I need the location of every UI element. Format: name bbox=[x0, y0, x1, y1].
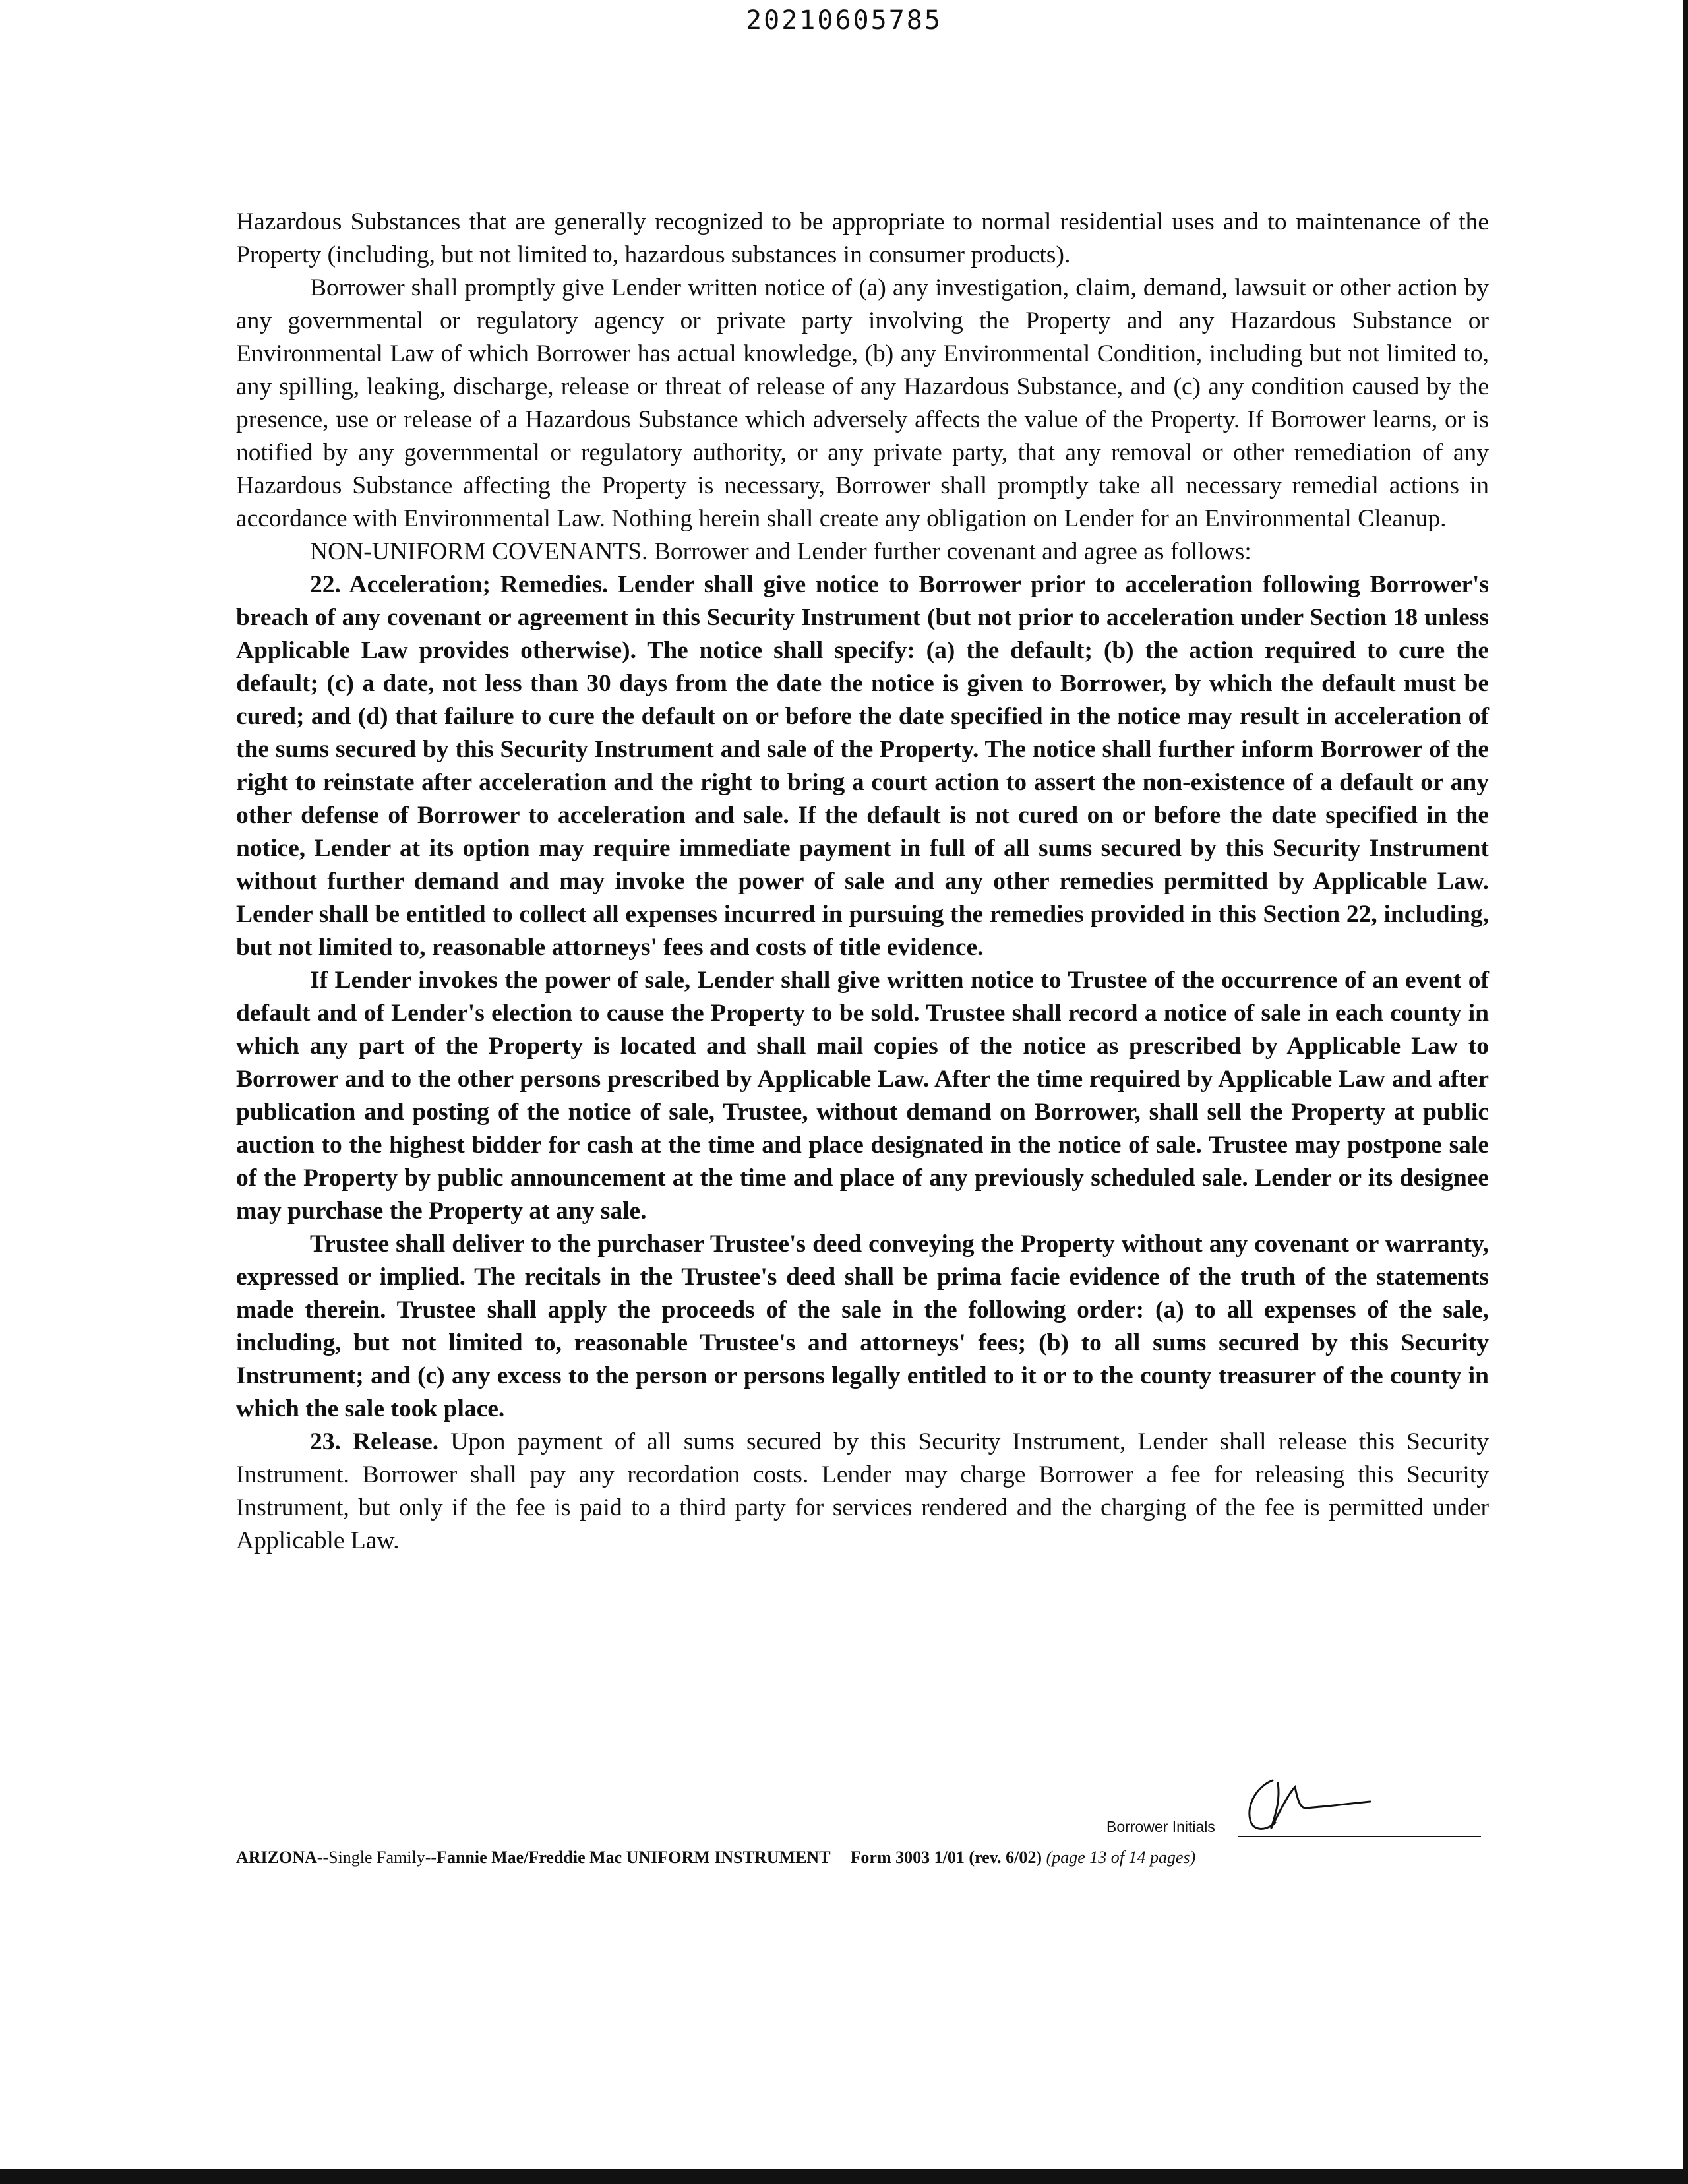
paragraph-section-22-acceleration: 22. Acceleration; Remedies. Lender shall give notice to Borrower prior to acceleration following Borrower's breach of any covenant or agreement in this Security Instrument (but not prior to acceleration under Section 18 unless Applicable Law provides otherwise). The notice shall specify: (a) the default; (b) the action required to cure the default; (c) a date, not less than 30 days from the date the notice is given to Borrower, by which the default must be cured; and (d) that failure to cure the default on or before the date specified in the notice may result in acceleration of the sums secured by this Security Instrument and sale of the Property. The notice shall further inform Borrower of the right to reinstate after acceleration and the right to bring a court action to assert the non-existence of a default or any other defense of Borrower to acceleration and sale. If the default is not cured on or before the date specified in the notice, Lender at its option may require immediate payment in full of all sums secured by this Security Instrument without further demand and may invoke the power of sale and any other remedies permitted by Applicable Law. Lender shall be entitled to collect all expenses incurred in pursuing the remedies provided in this Section 22, including, but not limited to, reasonable attorneys' fees and costs of title evidence. bbox=[236, 571, 1489, 961]
page-bottom-border bbox=[0, 2169, 1688, 2184]
form-footer bbox=[236, 1848, 1489, 1867]
document-body bbox=[236, 206, 1489, 1558]
paragraph-hazardous-substances: Hazardous Substances that are generally recognized to be appropriate to normal residential uses and to maintenance of the Property (including, but not limited to, hazardous substances in consumer products). bbox=[236, 208, 1489, 268]
borrower-initials-block bbox=[1106, 1767, 1482, 1840]
paragraph-section-23-release bbox=[236, 1426, 1489, 1558]
section-23-heading: 23. Release. bbox=[310, 1428, 439, 1455]
footer-state-descriptor: --Single Family-- bbox=[316, 1848, 437, 1867]
page-right-border bbox=[1683, 0, 1688, 2169]
borrower-initials-label: Borrower Initials bbox=[1106, 1818, 1215, 1835]
paragraph-non-uniform-covenants: NON-UNIFORM COVENANTS. Borrower and Lender further covenant and agree as follows: bbox=[310, 538, 1251, 565]
footer-form-name: Fannie Mae/Freddie Mac UNIFORM INSTRUMENT bbox=[437, 1848, 831, 1867]
paragraph-trustee-deed: Trustee shall deliver to the purchaser Trustee's deed conveying the Property without any covenant or warranty, expressed or implied. The recitals in the Trustee's deed shall be prima facie evidence of the truth of the statements made therein. Trustee shall apply the proceeds of the sale in the following order: (a) to all expenses of the sale, including, but not limited to, reasonable Trustee's and attorneys' fees; (b) to all sums secured by this Security Instrument; and (c) any excess to the person or persons legally entitled to it or to the county treasurer of the county in which the sale took place. bbox=[236, 1230, 1489, 1422]
paragraph-power-of-sale: If Lender invokes the power of sale, Lender shall give written notice to Trustee of the occurrence of an event of default and of Lender's election to cause the Property to be sold. Trustee shall record a notice of sale in each county in which any part of the Property is located and shall mail copies of the notice as prescribed by Applicable Law to Borrower and to the other persons prescribed by Applicable Law. After the time required by Applicable Law and after publication and posting of the notice of sale, Trustee, without demand on Borrower, shall sell the Property at public auction to the highest bidder for cash at the time and place designated in the notice of sale. Trustee may postpone sale of the Property by public announcement at the time and place of any previously scheduled sale. Lender or its designee may purchase the Property at any sale. bbox=[236, 967, 1489, 1225]
section-23-body: Upon payment of all sums secured by this Security Instrument, Lender shall release this Security Instrument. Borrower shall pay any recordation costs. Lender may charge Borrower a fee for releasing this Security Instrument, but only if the fee is paid to a third party for services rendered and the charging of the fee is permitted under Applicable Law. bbox=[236, 1428, 1489, 1554]
footer-state: ARIZONA bbox=[236, 1848, 317, 1867]
handwritten-initials-signature bbox=[1232, 1767, 1403, 1840]
footer-form-id: Form 3003 1/01 (rev. 6/02) bbox=[850, 1848, 1042, 1867]
paragraph-borrower-notice: Borrower shall promptly give Lender written notice of (a) any investigation, claim, demand, lawsuit or other action by any governmental or regulatory agency or private party involving the Property and any Hazardous Substance or Environmental Law of which Borrower has actual knowledge, (b) any Environmental Condition, including but not limited to, any spilling, leaking, discharge, release or threat of release of any Hazardous Substance, and (c) any condition caused by the presence, use or release of a Hazardous Substance which adversely affects the value of the Property. If Borrower learns, or is notified by any governmental or regulatory authority, or any private party, that any removal or other remediation of any Hazardous Substance affecting the Property is necessary, Borrower shall promptly take all necessary remedial actions in accordance with Environmental Law. Nothing herein shall create any obligation on Lender for an Environmental Cleanup. bbox=[236, 274, 1489, 532]
footer-page-count: (page 13 of 14 pages) bbox=[1046, 1848, 1196, 1867]
recording-number: 20210605785 bbox=[746, 5, 942, 36]
